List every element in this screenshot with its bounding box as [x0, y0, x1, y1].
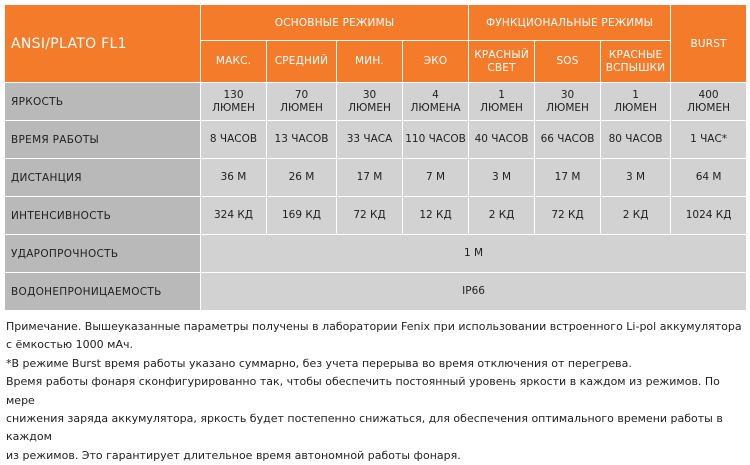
table-cell: 3 М [601, 159, 671, 197]
table-row [5, 159, 747, 197]
row-label-impact-resistance: УДАРОПРОЧНОСТЬ [5, 235, 201, 273]
row-label-distance: ДИСТАНЦИЯ [5, 159, 201, 197]
mode-header-red-light: КРАСНЫЙ СВЕТ [469, 41, 535, 83]
table-cell: 17 М [337, 159, 403, 197]
note-line: *В режиме Burst время работы указано суммарно, без учета перерыва во время отключения от перегрева. [6, 356, 632, 370]
table-cell: 1 ЧАС* [671, 121, 747, 159]
table-cell: 130 ЛЮМЕН [201, 83, 267, 121]
table-cell: 8 ЧАСОВ [201, 121, 267, 159]
table-cell: 4 ЛЮМЕНА [403, 83, 469, 121]
table-cell: 64 М [671, 159, 747, 197]
group-burst: BURST [671, 5, 747, 83]
note-line: из режимов. Это гарантирует длительное время автономной работы фонаря. [6, 448, 461, 462]
note-line: Время работы фонаря сконфигурированно так, чтобы обеспечить постоянный уровень яркости в каждом из режимов. По мере [6, 375, 720, 407]
table-row [5, 273, 747, 311]
table-cell: 33 ЧАСА [337, 121, 403, 159]
row-label-waterproof: ВОДОНЕПРОНИЦАЕМОСТЬ [5, 273, 201, 311]
mode-header-sos: SOS [535, 41, 601, 83]
table-row [5, 235, 747, 273]
mode-header-eco: ЭКО [403, 41, 469, 83]
table-title: ANSI/PLATO FL1 [5, 5, 201, 83]
table-cell: 72 КД [337, 197, 403, 235]
table-cell: 1024 КД [671, 197, 747, 235]
table-cell: 17 М [535, 159, 601, 197]
table-cell: 400 ЛЮМЕН [671, 83, 747, 121]
table-cell-merged: 1 М [201, 235, 747, 273]
table-row [5, 83, 747, 121]
table-cell: 36 М [201, 159, 267, 197]
spec-table [4, 4, 747, 311]
note-line: с ёмкостью 1000 мАч. [6, 338, 133, 352]
note-line: снижения заряда аккумулятора, яркость будет постепенно снижаться, для обеспечения оптимального времени работы в каждом [6, 412, 723, 444]
table-cell: 2 КД [601, 197, 671, 235]
table-cell: 1 ЛЮМЕН [469, 83, 535, 121]
row-label-runtime: ВРЕМЯ РАБОТЫ [5, 121, 201, 159]
table-cell: 70 ЛЮМЕН [267, 83, 337, 121]
table-cell: 3 М [469, 159, 535, 197]
table-cell: 30 ЛЮМЕН [535, 83, 601, 121]
table-cell: 169 КД [267, 197, 337, 235]
table-cell-merged: IP66 [201, 273, 747, 311]
table-row [5, 121, 747, 159]
group-functional-modes: ФУНКЦИОНАЛЬНЫЕ РЕЖИМЫ [469, 5, 671, 41]
mode-header-medium: СРЕДНИЙ [267, 41, 337, 83]
row-label-brightness: ЯРКОСТЬ [5, 83, 201, 121]
table-cell: 80 ЧАСОВ [601, 121, 671, 159]
table-cell: 72 КД [535, 197, 601, 235]
table-cell: 7 М [403, 159, 469, 197]
table-cell: 12 КД [403, 197, 469, 235]
mode-header-red-flash: КРАСНЫЕ ВСПЫШКИ [601, 41, 671, 83]
table-cell: 2 КД [469, 197, 535, 235]
mode-header-min: МИН. [337, 41, 403, 83]
table-cell: 66 ЧАСОВ [535, 121, 601, 159]
table-cell: 40 ЧАСОВ [469, 121, 535, 159]
table-cell: 13 ЧАСОВ [267, 121, 337, 159]
table-cell: 30 ЛЮМЕН [337, 83, 403, 121]
row-label-intensity: ИНТЕНСИВНОСТЬ [5, 197, 201, 235]
note-line: Примечание. Вышеуказанные параметры получены в лаборатории Fenix при использовании встроенного Li-pol аккумулятора [6, 320, 742, 333]
table-row [5, 197, 747, 235]
table-cell: 1 ЛЮМЕН [601, 83, 671, 121]
notes-block [6, 318, 744, 465]
table-cell: 110 ЧАСОВ [403, 121, 469, 159]
group-main-modes: ОСНОВНЫЕ РЕЖИМЫ [201, 5, 469, 41]
table-cell: 324 КД [201, 197, 267, 235]
mode-header-max: МАКС. [201, 41, 267, 83]
table-cell: 26 М [267, 159, 337, 197]
